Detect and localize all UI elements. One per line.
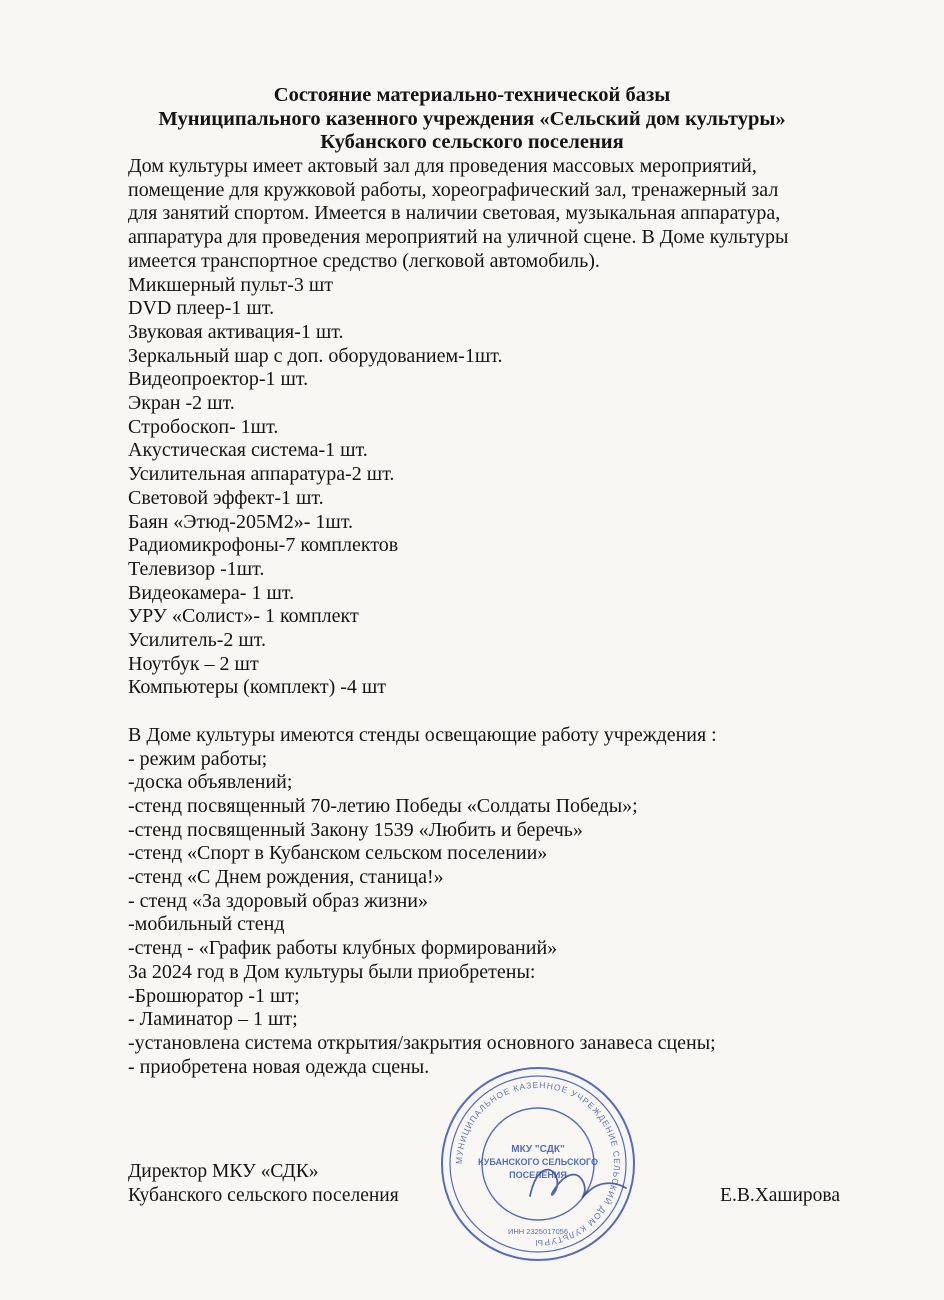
intro-paragraph [128,155,868,274]
stand-item: -стенд посвященный Закону 1539 «Любить и беречь» [128,818,583,841]
stands-intro: В Доме культуры имеются стенды освещающие работу учреждения : [128,723,717,746]
svg-text:КУБАНСКОГО СЕЛЬСКОГО: КУБАНСКОГО СЕЛЬСКОГО [478,1157,598,1167]
acquired-intro: За 2024 год в Дом культуры были приобретены: [128,960,536,983]
equipment-item: Телевизор -1шт. [128,557,265,580]
equipment-item: Ноутбук – 2 шт [128,652,259,675]
acquired-item: -установлена система открытия/закрытия основного занавеса сцены; [128,1032,716,1054]
intro-line: Дом культуры имеет актовый зал для проведения массовых мероприятий, [128,155,757,177]
equipment-item: DVD плеер-1 шт. [128,297,275,320]
equipment-item: УРУ «Солист»- 1 комплект [128,605,359,628]
acquired-section [128,961,868,1080]
stand-item: -стенд «Спорт в Кубанском сельском поселении» [128,842,548,865]
document-title [0,84,944,155]
stand-item: - стенд «За здоровый образ жизни» [128,889,429,912]
title-line-3: Кубанского сельского поселения [320,131,624,153]
equipment-item: Баян «Этюд-205М2»- 1шт. [128,510,354,533]
acquired-item: - приобретена новая одежда сцены. [128,1055,430,1078]
equipment-item: Зеркальный шар с доп. оборудованием-1шт. [128,344,503,367]
document-body [128,155,868,1079]
stand-item: -мобильный стенд [128,913,285,936]
acquired-item: -Брошюратор -1 шт; [128,984,300,1007]
intro-line: имеется транспортное средство (легковой автомобиль). [128,249,600,272]
official-stamp [438,1064,638,1264]
paragraph-gap [128,700,868,724]
title-line-2: Муниципального казенного учреждения «Сельский дом культуры» [158,107,786,130]
stands-section [128,724,868,961]
equipment-item: Радиомикрофоны-7 комплектов [128,534,399,557]
equipment-item: Световой эффект-1 шт. [128,486,324,509]
equipment-list [128,274,868,701]
equipment-item: Компьютеры (комплект) -4 шт [128,676,387,699]
equipment-item: Видеокамера- 1 шт. [128,581,295,604]
equipment-item: Усилительная аппаратура-2 шт. [128,463,395,486]
stand-item: - режим работы; [128,747,268,770]
svg-text:МКУ "СДК": МКУ "СДК" [511,1144,565,1155]
equipment-item: Акустическая система-1 шт. [128,439,368,462]
signer-organization: Кубанского сельского поселения [128,1185,399,1206]
acquired-item: - Ламинатор – 1 шт; [128,1008,298,1031]
intro-line: помещение для кружковой работы, хореографический зал, тренажерный зал [128,178,779,201]
svg-text:ПОСЕЛЕНИЯ: ПОСЕЛЕНИЯ [509,1170,567,1180]
stand-item: -стенд - «График работы клубных формирований» [128,937,558,960]
intro-line: для занятий спортом. Имеется в наличии световая, музыкальная аппаратура, [128,202,781,225]
svg-text:МУНИЦИПАЛЬНОЕ КАЗЕННОЕ УЧРЕЖДЕ: МУНИЦИПАЛЬНОЕ КАЗЕННОЕ УЧРЕЖДЕНИЕ СЕЛЬСКИЙ ДОМ КУЛЬТУРЫ [453,1079,623,1249]
title-line-1: Состояние материально-технической базы [273,84,671,106]
intro-line: аппаратура для проведения мероприятий на уличной сцене. В Доме культуры [128,226,789,249]
stand-item: -доска объявлений; [128,771,293,794]
equipment-item: Видеопроектор-1 шт. [128,368,309,391]
stand-item: -стенд посвященный 70-летию Победы «Солдаты Победы»; [128,794,638,817]
equipment-item: Усилитель-2 шт. [128,629,267,652]
signer-name: Е.В.Хаширова [720,1185,840,1206]
svg-text:ИНН 2325017056: ИНН 2325017056 [507,1227,569,1236]
equipment-item: Звуковая активация-1 шт. [128,320,344,343]
equipment-item: Стробоскоп- 1шт. [128,415,279,438]
signer-position: Директор МКУ «СДК» [128,1161,319,1182]
equipment-item: Микшерный пульт-3 шт [128,273,334,296]
equipment-item: Экран -2 шт. [128,392,235,415]
stand-item: -стенд «С Днем рождения, станица!» [128,866,444,889]
